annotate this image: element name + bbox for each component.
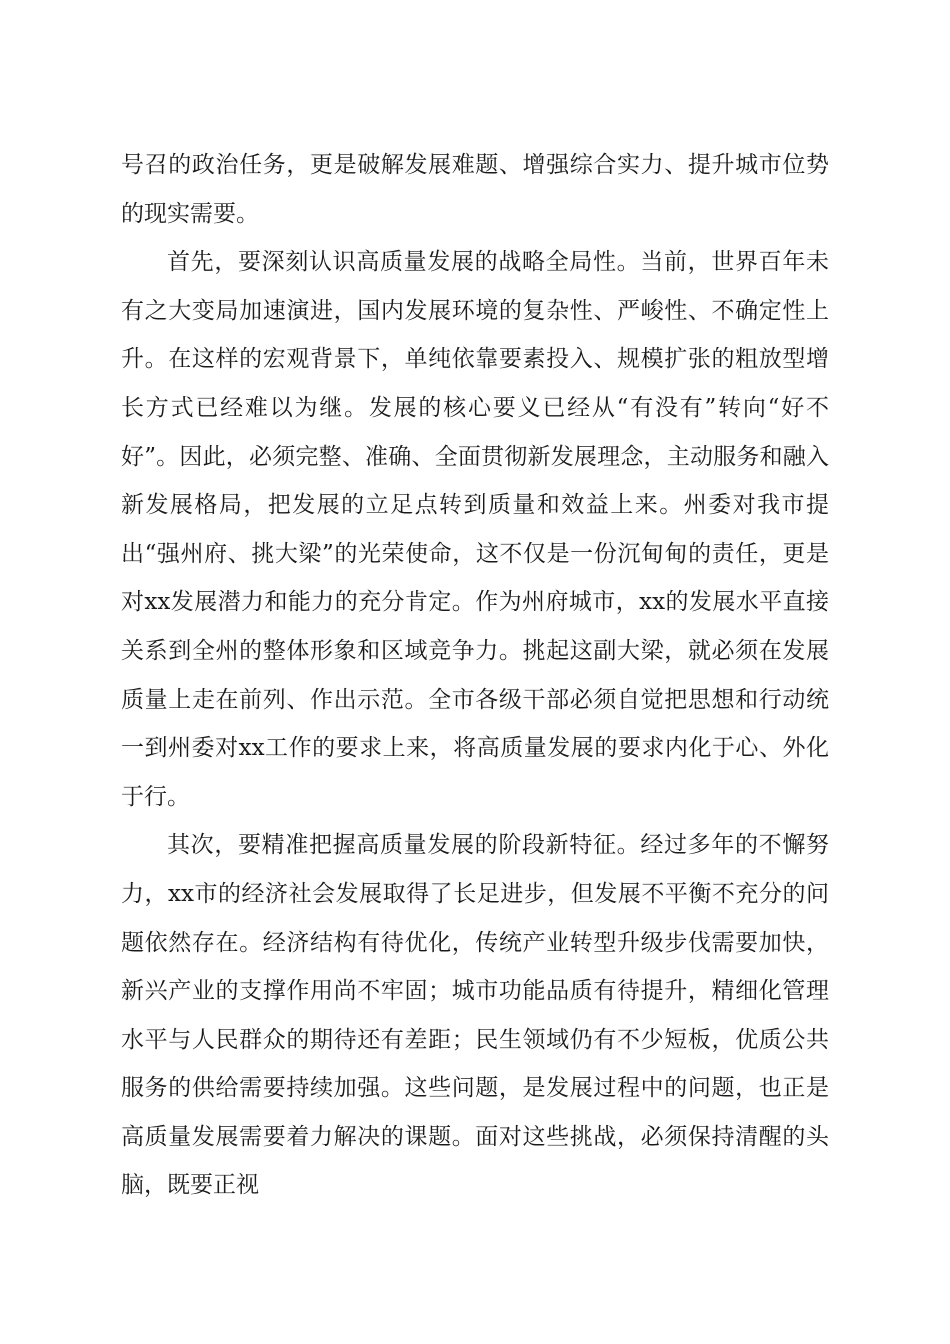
paragraph-continuation: 号召的政治任务，更是破解发展难题、增强综合实力、提升城市位势的现实需要。 — [121, 152, 829, 227]
paragraph-strategic-importance: 首先，要深刻认识高质量发展的战略全局性。当前，世界百年未有之大变局加速演进，国内发展环境的复杂性、严峻性、不确定性上升。在这样的宏观背景下，单纯依靠要素投入、规模扩张的粗放型增长方式已经难以为继。发展的核心要义已经从“有没有”转向“好不好”。因此，必须完整、准确、全面贯彻新发展理念，主动服务和融入新发展格局，把发展的立足点转到质量和效益上来。州委对我市提出“强州府、挑大梁”的光荣使命，这不仅是一份沉甸甸的责任，更是对xx发展潜力和能力的充分肯定。作为州府城市，xx的发展水平直接关系到全州的整体形象和区域竞争力。挑起这副大梁，就必须在发展质量上走在前列、作出示范。全市各级干部必须自觉把思想和行动统一到州委对xx工作的要求上来，将高质量发展的要求内化于心、外化于行。 — [121, 249, 829, 810]
document-body — [121, 141, 829, 1210]
paragraph-new-stage-features: 其次，要精准把握高质量发展的阶段新特征。经过多年的不懈努力，xx市的经济社会发展取得了长足进步，但发展不平衡不充分的问题依然存在。经济结构有待优化，传统产业转型升级步伐需要加快，新兴产业的支撑作用尚不牢固；城市功能品质有待提升，精细化管理水平与人民群众的期待还有差距；民生领域仍有不少短板，优质公共服务的供给需要持续加强。这些问题，是发展过程中的问题，也正是高质量发展需要着力解决的课题。面对这些挑战，必须保持清醒的头脑，既要正视 — [121, 832, 829, 1199]
